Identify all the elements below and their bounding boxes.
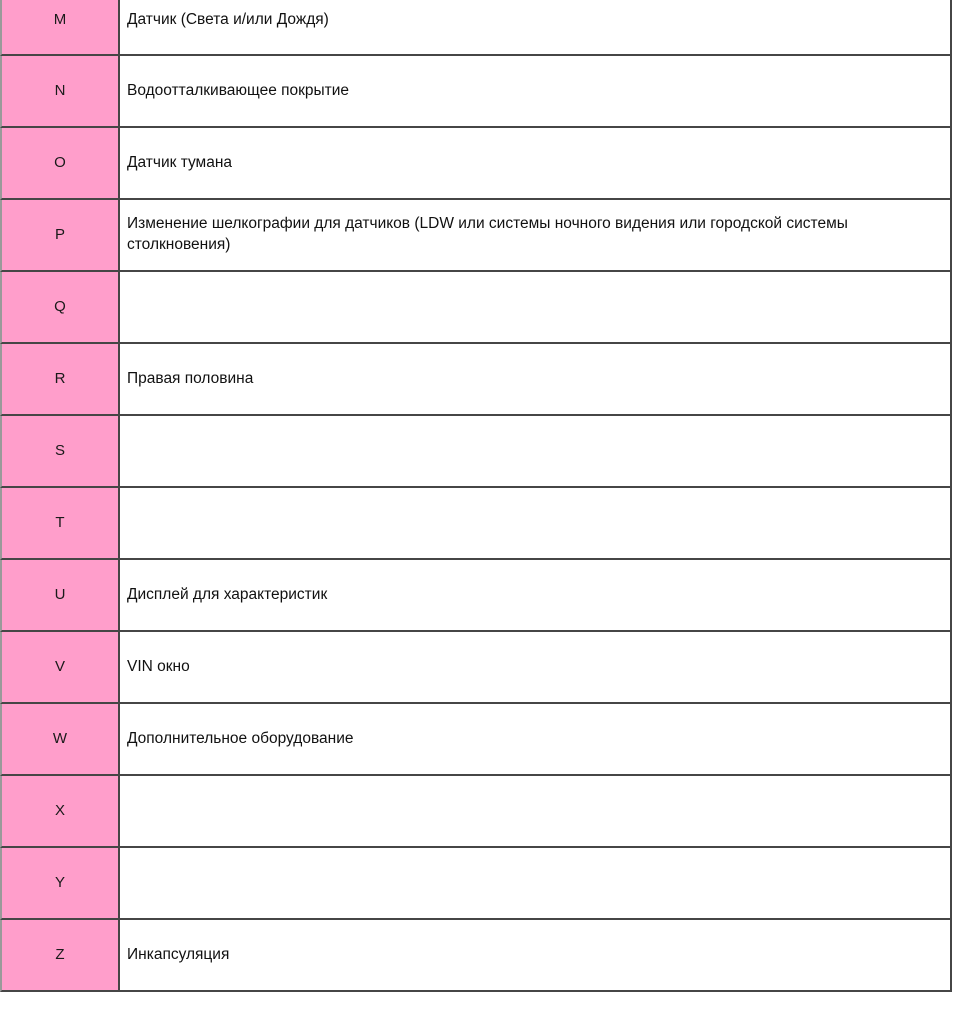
description-label: Водоотталкивающее покрытие [127,81,350,99]
code-label: N [54,82,66,99]
code-label: V [54,658,65,675]
table-row [0,344,952,416]
code-label: U [54,586,66,603]
code-label: T [55,514,65,531]
table-row [0,128,952,200]
table-row [0,704,952,776]
table-row [0,416,952,488]
description-label: Изменение шелкографии для датчиков (LDW или системы ночного видения или городской системы столкновения) [127,215,848,253]
table-row [0,0,952,56]
description-cell [120,488,952,560]
table-row [0,200,952,272]
code-label: Q [54,298,66,315]
table-row [0,272,952,344]
description-cell [120,632,952,704]
description-label: Дисплей для характеристик [127,585,328,603]
table-row [0,560,952,632]
code-label: O [54,154,66,171]
code-label: Z [55,946,65,963]
description-cell [120,920,952,992]
description-cell [120,776,952,848]
table-row [0,920,952,992]
code-label: W [52,730,68,747]
table-row [0,488,952,560]
code-cell [0,0,120,56]
code-cell [0,416,120,488]
code-cell [0,632,120,704]
description-cell [120,344,952,416]
code-cell [0,776,120,848]
description-label: Датчик (Света и/или Дождя) [127,10,329,28]
description-cell [120,128,952,200]
description-cell [120,200,952,272]
description-cell [120,704,952,776]
description-label: Дополнительное оборудование [127,729,354,747]
code-label: X [54,802,65,819]
code-cell [0,344,120,416]
table-row [0,848,952,920]
code-cell [0,272,120,344]
table-row [0,776,952,848]
description-cell [120,560,952,632]
code-label: S [54,442,65,459]
code-cell [0,488,120,560]
code-cell [0,704,120,776]
description-label: Инкапсуляция [127,945,230,963]
code-label: R [54,370,66,387]
table-row [0,56,952,128]
code-cell [0,128,120,200]
code-cell [0,560,120,632]
table-row [0,632,952,704]
description-label: VIN окно [127,657,190,675]
description-cell [120,416,952,488]
code-cell [0,848,120,920]
code-label: M [53,11,67,28]
description-label: Датчик тумана [127,153,233,171]
description-cell [120,272,952,344]
description-cell [120,0,952,56]
description-cell [120,56,952,128]
description-cell [120,848,952,920]
code-label: Y [54,874,65,891]
code-label: P [54,226,65,243]
code-cell [0,920,120,992]
code-cell [0,200,120,272]
code-cell [0,56,120,128]
description-label: Правая половина [127,369,254,387]
